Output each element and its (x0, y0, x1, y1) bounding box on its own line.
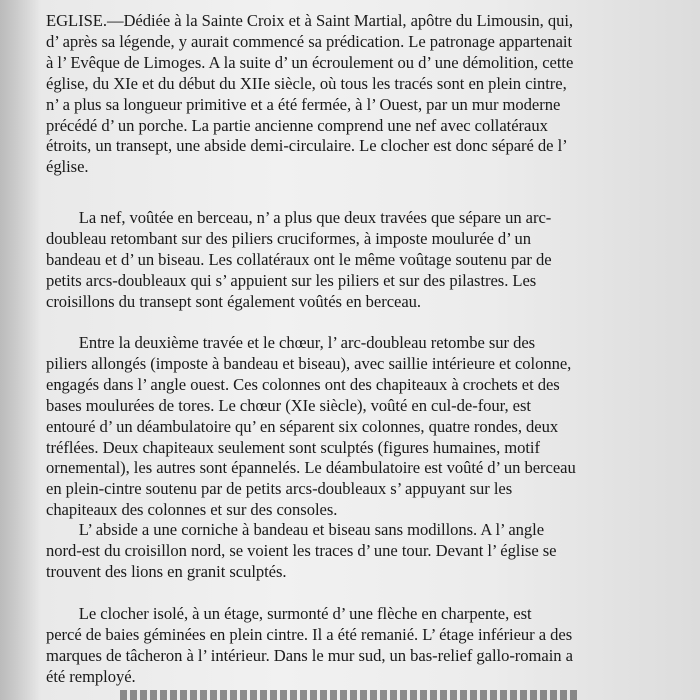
text-line: église. (46, 157, 89, 177)
text-line: L’ abside a une corniche à bandeau et biseau sans modillons. A l’ angle (46, 520, 545, 539)
text-line: église, du XIe et du début du XIIe siècle, où tous les tracés sont en plein cintre, (46, 73, 567, 93)
text-line: croisillons du transept sont également voûtés en berceau. (46, 291, 422, 311)
text-line: précédé d’ un porche. La partie ancienne comprend une nef avec collatéraux (46, 115, 548, 135)
page-shadow (0, 0, 40, 700)
paragraph-eglise-intro (46, 11, 676, 178)
text-line: Entre la deuxième travée et le chœur, l’ arc-doubleau retombe sur des (46, 333, 536, 352)
text-line: piliers allongés (imposte à bandeau et biseau), avec saillie intérieure et colonne, (46, 353, 572, 373)
text-line: percé de baies géminées en plein cintre. Il a été remanié. L’ étage inférieur a des (46, 624, 573, 644)
text-line: étroits, un transept, une abside demi-circulaire. Le clocher est donc séparé de l’ (46, 136, 568, 156)
text-line: tréflées. Deux chapiteaux seulement sont sculptés (figures humaines, motif (46, 437, 540, 457)
text-line: d’ après sa légende, y aurait commencé sa prédication. Le patronage appartenait (46, 31, 573, 51)
text-line: été remployé. (46, 666, 136, 686)
text-line: trouvent des lions en granit sculptés. (46, 561, 287, 581)
paragraph-nef (46, 208, 676, 313)
text-line: Le clocher isolé, à un étage, surmonté d’ une flèche en charpente, est (46, 604, 532, 623)
text-line: nord-est du croisillon nord, se voient les traces d’ une tour. Devant l’ église se (46, 540, 557, 560)
text-line: bandeau et d’ un biseau. Les collatéraux ont le même voûtage soutenu par de (46, 249, 552, 269)
text-line: marques de tâcheron à l’ intérieur. Dans le mur sud, un bas-relief gallo-romain a (46, 645, 573, 665)
text-line: en plein-cintre soutenu par de petits arcs-doubleaux s’ appuyant sur les (46, 479, 513, 499)
text-line: chapiteaux des colonnes et sur des consoles. (46, 500, 338, 520)
text-line: petits arcs-doubleaux qui s’ appuient sur les piliers et sur des pilastres. Les (46, 270, 537, 290)
paragraph-abside (46, 520, 676, 583)
text-line: EGLISE.—Dédiée à la Sainte Croix et à Saint Martial, apôtre du Limousin, qui, (46, 11, 574, 30)
cut-off-text-strip (120, 690, 580, 700)
text-line: bases moulurées de tores. Le chœur (XIe siècle), voûté en cul-de-four, est (46, 395, 531, 415)
text-line: n’ a plus sa longueur primitive et a été fermée, à l’ Ouest, par un mur moderne (46, 94, 561, 114)
text-line: ornemental), les autres sont épannelés. Le déambulatoire est voûté d’ un berceau (46, 458, 576, 478)
text-line: engagés dans l’ angle ouest. Ces colonnes ont des chapiteaux à crochets et des (46, 374, 560, 394)
text-line: à l’ Evêque de Limoges. A la suite d’ un écroulement ou d’ une démolition, cette (46, 52, 574, 72)
text-line: entouré d’ un déambulatoire qu’ en séparent six colonnes, quatre rondes, deux (46, 416, 559, 436)
paragraph-clocher (46, 604, 676, 688)
text-line: La nef, voûtée en berceau, n’ a plus que deux travées que sépare un arc- (46, 208, 552, 227)
text-line: doubleau retombant sur des piliers cruciformes, à imposte moulurée d’ un (46, 228, 532, 248)
paragraph-choeur (46, 333, 676, 521)
